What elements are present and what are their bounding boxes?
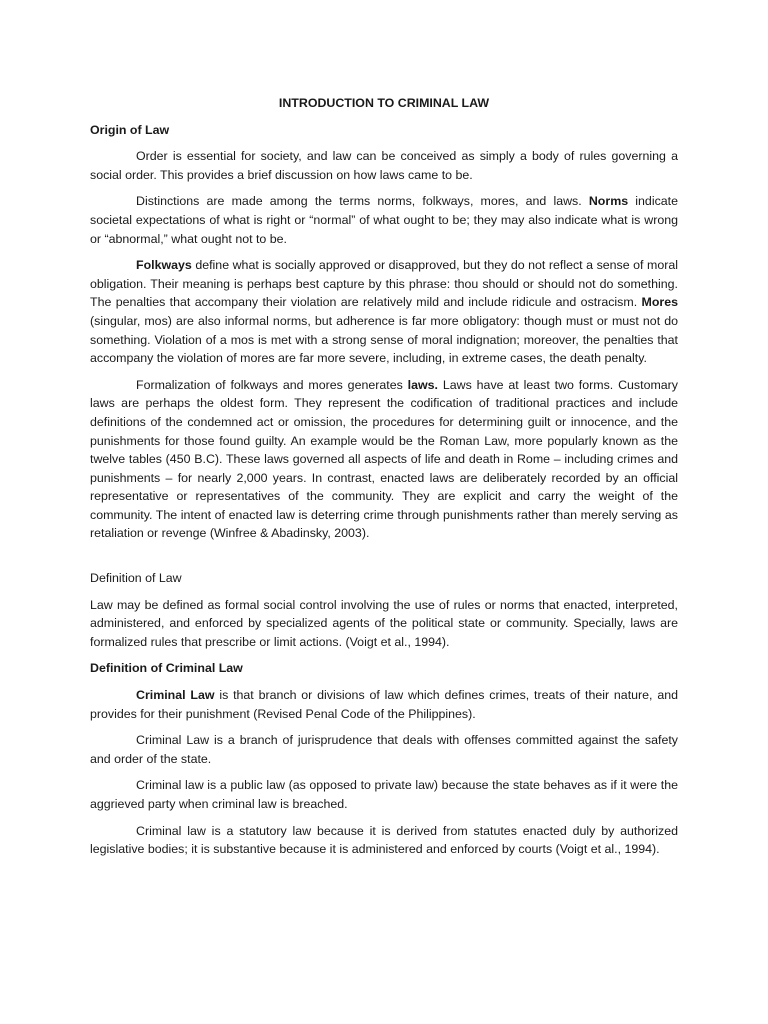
definition-paragraph: Law may be defined as formal social control involving the use of rules or norms that enacted, interpreted, administered, and enforced by specialized agents of the political state or community. Specially, laws are formalized rules that prescribe or limit actions. (Voigt et al., 1994). (90, 597, 678, 649)
criminal-law-paragraph-3: Criminal law is a public law (as opposed to private law) because the state behaves as if it were the aggrieved party when criminal law is breached. (90, 778, 678, 811)
text-span: Laws have at least two forms. Customary laws are perhaps the oldest form. They represent the codification of traditional practices and include definitions of the condemned act or omission, the procedures for determining guilt or innocence, and the punishments for those found guilty. An example would be the Roman Law, more popularly known as the twelve tables (450 B.C). These laws governed all aspects of life and death in Rome – including crimes and punishments – for nearly 2,000 years. In contrast, enacted laws are deliberately recorded by an official representative or representatives of the community. They are explicit and carry the weight of the community. The intent of enacted law is deterring crime through punishments rather than merely serving as retaliation or revenge (Winfree & Abadinsky, 2003). (90, 377, 678, 541)
text-span: (singular, mos) are also informal norms, but adherence is far more obligatory: though must or must not do something. Violation of a mos is met with a strong sense of moral indignation; moreover, the penalties that accompany the violation of mores are far more severe, including, in extreme cases, the death penalty. (90, 313, 678, 366)
origin-paragraph-2 (90, 192, 678, 248)
document-title: INTRODUCTION TO CRIMINAL LAW (278, 96, 490, 110)
folkways-paragraph (90, 256, 678, 368)
definition-of-criminal-law-heading: Definition of Criminal Law (90, 661, 243, 676)
folkways-term: Folkways (136, 258, 192, 273)
criminal-law-paragraph-1 (90, 686, 678, 723)
criminal-law-paragraph-4: Criminal law is a statutory law because it is derived from statutes enacted duly by authorized legislative bodies; it is substantive because it is administered and enforced by courts (Voigt et al., 1994). (90, 823, 678, 857)
laws-paragraph (90, 376, 678, 543)
criminal-law-paragraph-2: Criminal Law is a branch of jurisprudence that deals with offenses committed against the safety and order of the state. (90, 733, 678, 766)
origin-paragraph-1: Order is essential for society, and law can be conceived as simply a body of rules governing a social order. This provides a brief discussion on how laws came to be. (90, 149, 678, 182)
spacer (90, 551, 678, 569)
text-span: Distinctions are made among the terms norms, folkways, mores, and laws. (136, 194, 589, 209)
laws-term: laws. (407, 377, 438, 392)
text-span: is that branch or divisions of law which defines crimes, treats of their nature, and provides for their punishment (Revised Penal Code of the Philippines). (90, 688, 678, 721)
criminal-law-term: Criminal Law (136, 688, 215, 703)
origin-of-law-heading: Origin of Law (90, 122, 170, 137)
text-span: indicate societal expectations of what is right or “normal” of what ought to be; they may also indicate what is wrong or “abnormal,” what ought not to be. (90, 194, 678, 246)
document-body (90, 94, 678, 867)
mores-term: Mores (641, 295, 678, 310)
text-span: Formalization of folkways and mores generates (136, 377, 408, 392)
definition-of-law-heading: Definition of Law (90, 571, 182, 586)
text-span: define what is socially approved or disapproved, but they do not reflect a sense of moral obligation. Their meaning is perhaps best capture by this phrase: thou should or should not do something. The penalties that accompany their violation are relatively mild and include ridicule and ostracism. (90, 258, 678, 310)
norms-term: Norms (588, 194, 629, 209)
